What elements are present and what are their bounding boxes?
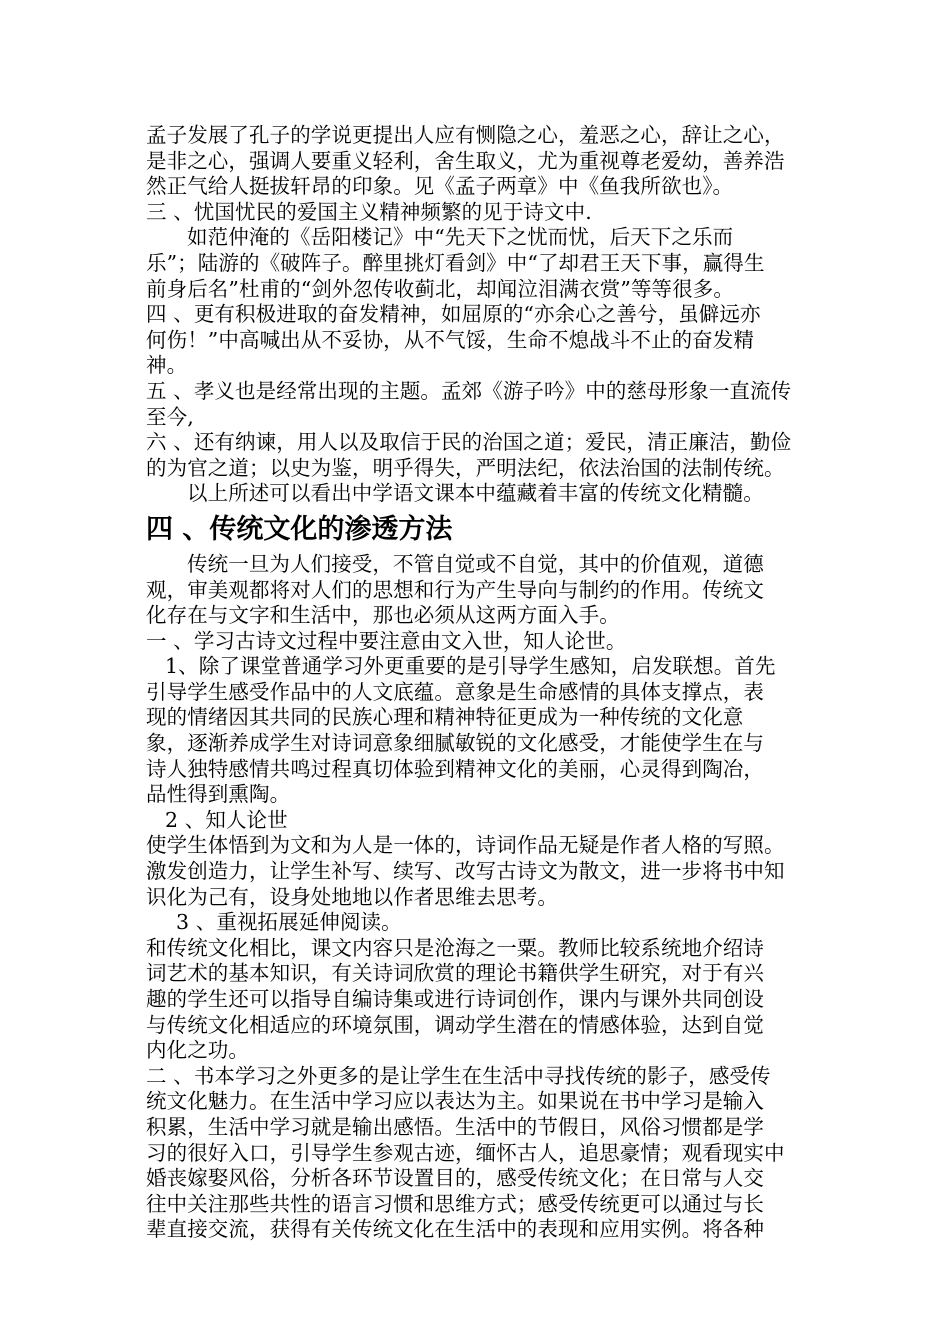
paragraph-line: 引导学生感受作品中的人文底蕴。意象是生命感情的具体支撑点，表 (146, 679, 764, 704)
paragraph-line: 象，逐渐养成学生对诗词意象细腻敏锐的文化感受，才能使学生在与 (146, 731, 764, 756)
paragraph-line: 诗人独特感情共鸣过程真切体验到精神文化的美丽，心灵得到陶冶， (146, 756, 764, 781)
paragraph-line: 现的情绪因其共同的民族心理和精神特征更成为一种传统的文化意 (146, 705, 744, 730)
paragraph-line: 观，审美观都将对人们的思想和行为产生导向与制约的作用。传统文 (146, 577, 764, 602)
paragraph-line: 品性得到熏陶。 (146, 782, 291, 807)
paragraph-line: 如范仲淹的《岳阳楼记》中“先天下之忧而忧，后天下之乐而 (187, 225, 734, 250)
paragraph-line: 以上所述可以看出中学语文课本中蕴藏着丰富的传统文化精髓。 (187, 481, 764, 506)
paragraph-line: 至今, (146, 404, 194, 429)
paragraph-line: 是非之心，强调人要重义轻利，舍生取义，尤为重视尊老爱幼，善养浩 (146, 148, 785, 173)
paragraph-line: 神。 (146, 353, 188, 378)
paragraph-line: 四 、更有积极进取的奋发精神，如屈原的“亦余心之善兮，虽僻远亦 (146, 302, 761, 327)
section-heading: 四 、传统文化的渗透方法 (146, 513, 453, 545)
paragraph-line: 使学生体悟到为文和为人是一体的，诗词作品无疑是作者人格的写照。 (146, 833, 785, 858)
paragraph-line: 词艺术的基本知识，有关诗词欣赏的理论书籍供学生研究，对于有兴 (146, 961, 764, 986)
paragraph-line: 传统一旦为人们接受，不管自觉或不自觉，其中的价值观，道德 (187, 551, 764, 576)
paragraph-line: 婚丧嫁娶风俗，分析各环节设置目的，感受传统文化；在日常与人交 (146, 1166, 764, 1191)
paragraph-line: 3 、重视拓展延伸阅读。 (176, 910, 402, 935)
paragraph-line: 二 、书本学习之外更多的是让学生在生活中寻找传统的影子，感受传 (146, 1063, 771, 1088)
paragraph-line: 五 、孝义也是经常出现的主题。孟郊《游子吟》中的慈母形象一直流传 (146, 378, 792, 403)
paragraph-line: 趣的学生还可以指导自编诗集或进行诗词创作，课内与课外共同创设 (146, 987, 764, 1011)
paragraph-line: 与传统文化相适应的环境氛围，调动学生潜在的情感体验，达到自觉 (146, 1012, 764, 1037)
paragraph-line: 统文化魅力。在生活中学习应以表达为主。如果说在书中学习是输入 (146, 1089, 764, 1114)
paragraph-line: 辈直接交流，获得有关传统文化在生活中的表现和应用实例。将各种 (146, 1217, 764, 1242)
document-page (146, 123, 811, 1243)
paragraph-line: 孟子发展了孔子的学说更提出人应有恻隐之心，羞恶之心，辞让之心， (146, 123, 785, 147)
paragraph-line: 1、除了课堂普通学习外更重要的是引导学生感知，启发联想。首先 (165, 654, 776, 679)
paragraph-line: 的为官之道；以史为鉴，明乎得失，严明法纪，依法治国的法制传统。 (146, 455, 785, 480)
paragraph-line: 习的很好入口，引导学生参观古迹，缅怀古人，追思豪情；观看现实中 (146, 1140, 785, 1165)
paragraph-line: 然正气给人挺拔轩昂的印象。见《孟子两章》中《鱼我所欲也》。 (146, 174, 734, 199)
paragraph-line: 和传统文化相比，课文内容只是沧海之一粟。教师比较系统地介绍诗 (146, 935, 764, 960)
paragraph-line: 前身后名”杜甫的“剑外忽传收蓟北，却闻泣泪满衣赏”等等很多。 (146, 276, 734, 301)
paragraph-line: 一 、学习古诗文过程中要注意由文入世，知人论世。 (146, 628, 627, 653)
paragraph-line: 往中关注那些共性的语言习惯和思维方式；感受传统更可以通过与长 (146, 1191, 764, 1216)
paragraph-line: 激发创造力，让学生补写、续写、改写古诗文为散文，进一步将书中知 (146, 859, 785, 884)
paragraph-line: 识化为己有，设身处地地以作者思维去思考。 (146, 884, 558, 909)
paragraph-line: 2 、知人论世 (165, 807, 288, 832)
paragraph-line: 化存在与文字和生活中，那也必须从这两方面入手。 (146, 603, 620, 628)
paragraph-line: 何伤！”中高喊出从不妥协，从不气馁，生命不熄战斗不止的奋发精 (146, 327, 754, 352)
paragraph-line: 三 、忧国忧民的爱国主义精神频繁的见于诗文中. (146, 199, 592, 224)
paragraph-line: 六 、还有纳谏，用人以及取信于民的治国之道；爱民，清正廉洁，勤俭 (146, 430, 792, 455)
paragraph-line: 内化之功。 (146, 1038, 249, 1063)
paragraph-line: 积累，生活中学习就是输出感悟。生活中的节假日，风俗习惯都是学 (146, 1114, 764, 1139)
paragraph-line: 乐”；陆游的《破阵子。醉里挑灯看剑》中“了却君王天下事，赢得生 (146, 250, 765, 275)
